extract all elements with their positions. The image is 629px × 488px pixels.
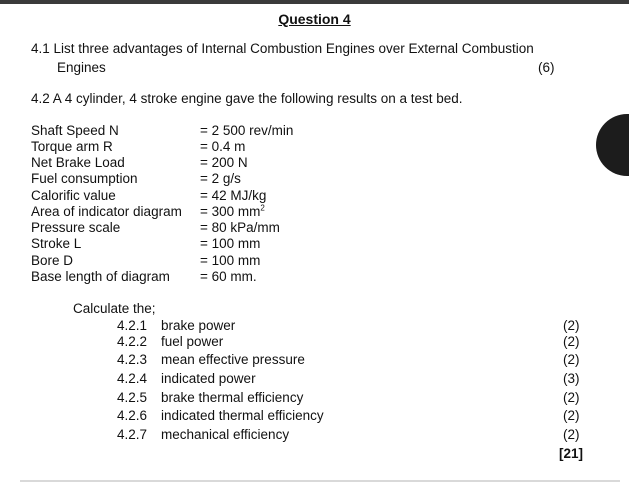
question-4-2-intro: 4.2 A 4 cylinder, 4 stroke engine gave the following results on a test bed.: [31, 91, 463, 106]
subquestion-number: 4.2.7: [117, 427, 148, 442]
data-label: Torque arm R: [31, 139, 113, 154]
subquestion-marks: (2): [563, 408, 580, 423]
subquestion-marks: (2): [563, 427, 580, 442]
data-label: Net Brake Load: [31, 155, 125, 170]
subquestion-marks: (3): [563, 371, 580, 386]
data-value: = 0.4 m: [200, 139, 246, 154]
subquestion-marks: (2): [563, 390, 580, 405]
data-value: = 42 MJ/kg: [200, 188, 267, 203]
bottom-rule: [20, 480, 620, 482]
subquestion-number: 4.2.1: [117, 318, 148, 333]
data-value: = 60 mm.: [200, 269, 257, 284]
subquestion-number: 4.2.3: [117, 352, 148, 367]
top-rule: [0, 0, 629, 4]
subquestion-text: mean effective pressure: [161, 352, 305, 367]
data-value: = 100 mm: [200, 253, 261, 268]
question-4-1-marks: (6): [538, 60, 555, 75]
data-value-with-superscript: [200, 204, 265, 219]
subquestion-text: fuel power: [161, 334, 224, 349]
data-value: = 300 mm: [200, 204, 261, 219]
data-label: Stroke L: [31, 236, 82, 251]
subquestion-text: indicated thermal efficiency: [161, 408, 324, 423]
subquestion-text: brake thermal efficiency: [161, 390, 304, 405]
data-label: Shaft Speed N: [31, 123, 119, 138]
subquestion-number: 4.2.5: [117, 390, 148, 405]
subquestion-marks: (2): [563, 318, 580, 333]
subquestion-text: mechanical efficiency: [161, 427, 290, 442]
question-4-1-line-2: Engines: [57, 60, 106, 75]
subquestion-number: 4.2.6: [117, 408, 148, 423]
data-value: = 2 500 rev/min: [200, 123, 294, 138]
subquestion-marks: (2): [563, 334, 580, 349]
data-value: = 2 g/s: [200, 171, 241, 186]
data-label: Bore D: [31, 253, 74, 268]
subquestion-text: indicated power: [161, 371, 256, 386]
question-4-1-line-1: 4.1 List three advantages of Internal Combustion Engines over External Combustion: [31, 41, 534, 56]
data-label: Fuel consumption: [31, 171, 138, 186]
superscript: 2: [260, 203, 265, 213]
subquestion-number: 4.2.2: [117, 334, 148, 349]
subquestion-marks: (2): [563, 352, 580, 367]
subquestion-text: brake power: [161, 318, 236, 333]
data-value: = 100 mm: [200, 236, 261, 251]
data-label: Calorific value: [31, 188, 116, 203]
data-value: = 80 kPa/mm: [200, 220, 280, 235]
question-title: Question 4: [278, 11, 351, 27]
data-value: = 200 N: [200, 155, 248, 170]
total-marks: [21]: [559, 446, 584, 461]
calculate-prompt: Calculate the;: [73, 301, 156, 316]
data-label: Pressure scale: [31, 220, 121, 235]
data-label: Area of indicator diagram: [31, 204, 182, 219]
data-label: Base length of diagram: [31, 269, 170, 284]
page-tab-marker: [596, 114, 629, 176]
subquestion-number: 4.2.4: [117, 371, 148, 386]
